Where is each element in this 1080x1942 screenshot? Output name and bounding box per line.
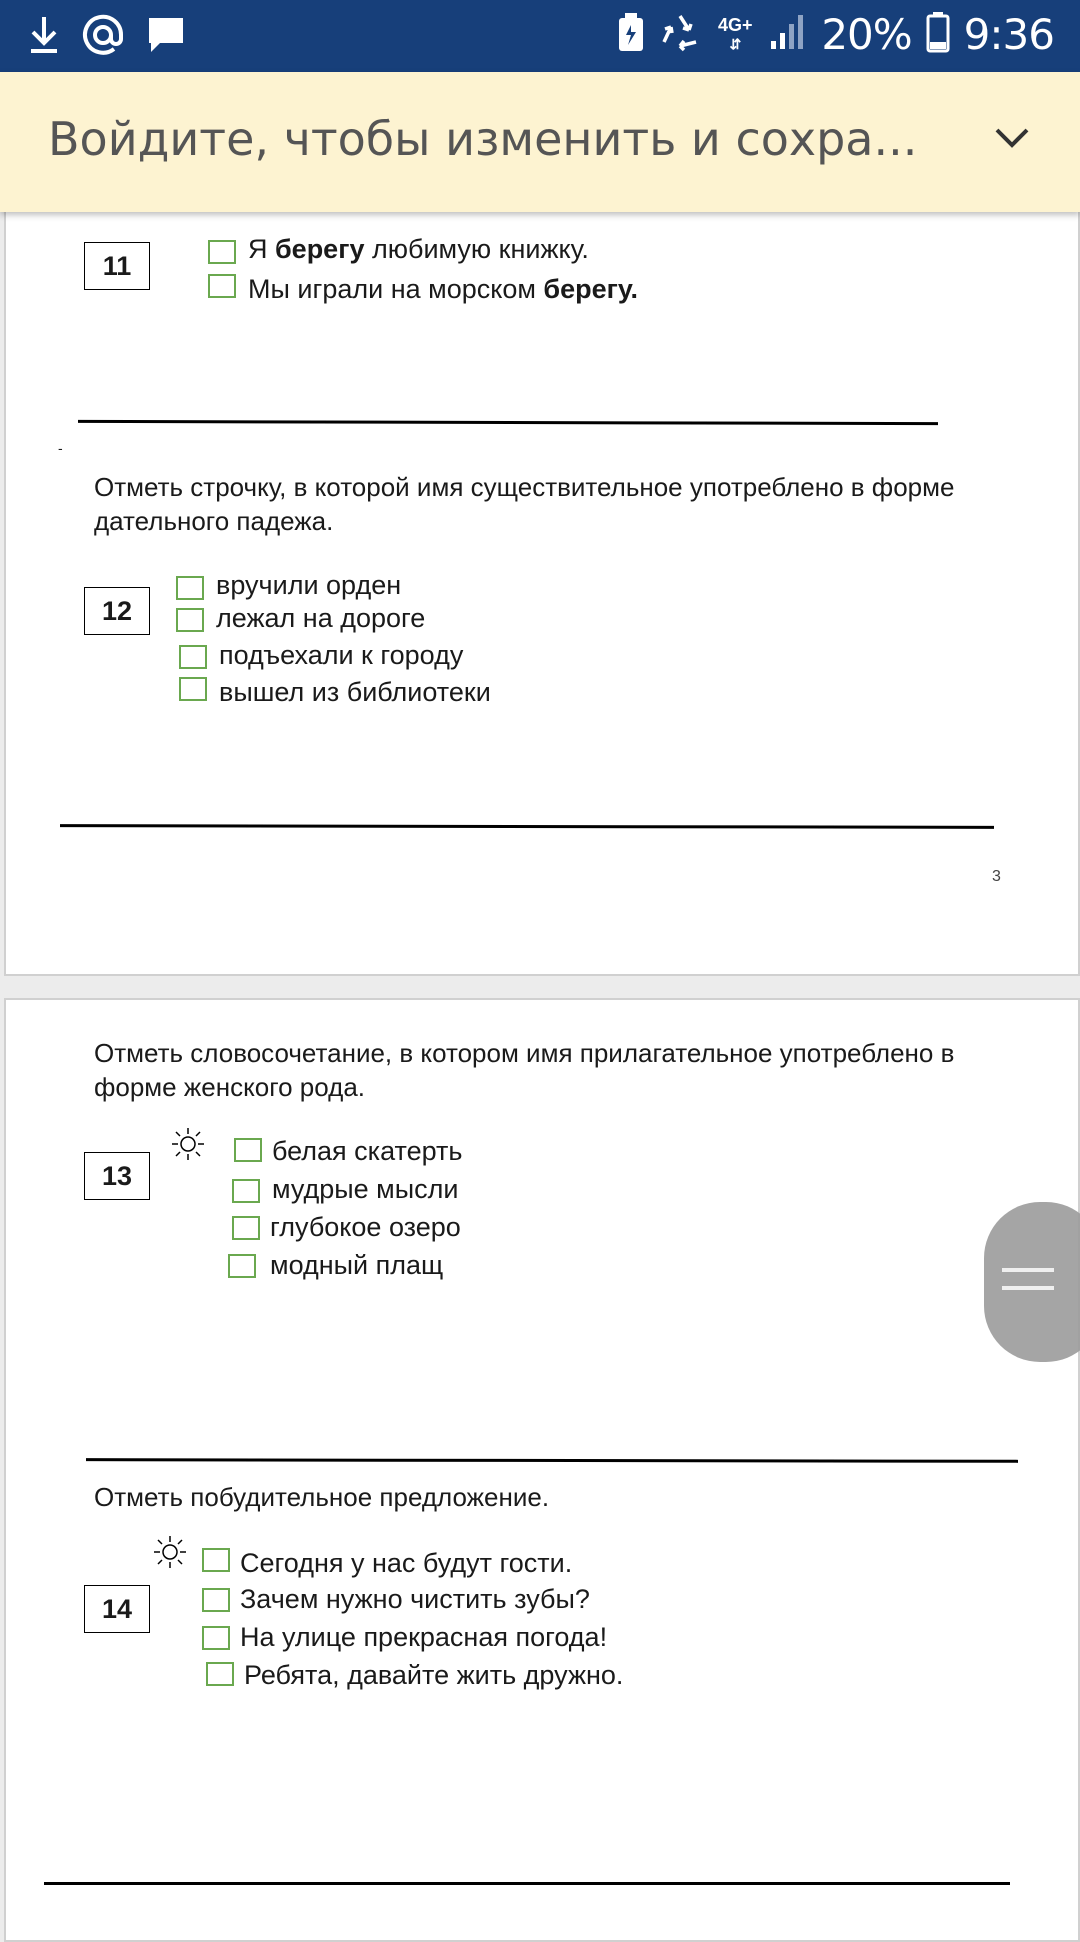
clock: 9:36: [963, 10, 1054, 59]
sun-icon: [150, 1534, 190, 1575]
document-page-3: [4, 200, 1080, 976]
handle-grip-icon: [1002, 1286, 1054, 1290]
signal-icon: [769, 13, 807, 56]
option-q13-2: мудрые мысли: [272, 1174, 459, 1204]
question-number-11: 11: [84, 242, 150, 290]
document-page-4: [4, 998, 1080, 1942]
checkbox-q11-1[interactable]: [208, 240, 236, 264]
question-number-13: 13: [84, 1152, 150, 1200]
checkbox-q13-2[interactable]: [232, 1179, 260, 1203]
stray-dash: -: [58, 440, 63, 456]
scroll-handle[interactable]: [984, 1202, 1080, 1362]
option-q12-4: вышел из библиотеки: [219, 677, 491, 707]
answer-line: [60, 824, 994, 829]
checkbox-q13-3[interactable]: [232, 1216, 260, 1240]
option-q13-1: белая скатерть: [272, 1136, 463, 1166]
recycle-icon: [659, 12, 701, 57]
answer-line: [44, 1882, 1010, 1885]
chevron-down-icon[interactable]: [994, 126, 1030, 155]
option-q11-2: Мы играли на морском берегу.: [248, 274, 639, 304]
network-type: 4G+ ⇵: [718, 15, 753, 52]
checkbox-q14-2[interactable]: [202, 1588, 230, 1612]
handle-grip-icon: [1002, 1268, 1054, 1272]
checkbox-q12-3[interactable]: [179, 645, 207, 669]
message-icon: [146, 15, 186, 60]
checkbox-q11-2[interactable]: [208, 274, 236, 298]
checkbox-q13-1[interactable]: [234, 1138, 262, 1162]
battery-percent: 20%: [821, 10, 912, 59]
option-q14-3: На улице прекрасная погода!: [240, 1622, 608, 1652]
page-number: 3: [992, 868, 1001, 885]
question-12-prompt: Отметь строчку, в которой имя существительное употреблено в форме дательного падежа.: [94, 472, 955, 536]
sign-in-banner[interactable]: [0, 72, 1080, 212]
battery-icon: [926, 11, 950, 58]
option-q14-4: Ребята, давайте жить дружно.: [244, 1660, 624, 1690]
checkbox-q14-1[interactable]: [202, 1548, 230, 1572]
battery-saver-icon: [617, 11, 645, 58]
sun-icon: [168, 1126, 208, 1167]
option-q12-2: лежал на дороге: [216, 603, 426, 633]
checkbox-q12-2[interactable]: [176, 608, 204, 632]
status-bar: [0, 0, 1080, 72]
option-q12-1: вручили орден: [216, 570, 402, 600]
question-number-12: 12: [84, 587, 150, 635]
option-q12-3: подъехали к городу: [219, 640, 464, 670]
option-q13-3: глубокое озеро: [270, 1212, 461, 1242]
checkbox-q14-3[interactable]: [202, 1626, 230, 1650]
answer-line: [78, 420, 938, 425]
at-sign-icon: [82, 14, 124, 61]
question-14-prompt: Отметь побудительное предложение.: [94, 1482, 550, 1512]
checkbox-q13-4[interactable]: [228, 1254, 256, 1278]
question-13-prompt: Отметь словосочетание, в котором имя прилагательное употреблено в форме женского рода.: [94, 1038, 955, 1102]
option-q13-4: модный плащ: [270, 1250, 444, 1280]
download-icon: [28, 15, 60, 60]
option-q14-1: Сегодня у нас будут гости.: [240, 1548, 573, 1578]
checkbox-q14-4[interactable]: [206, 1662, 234, 1686]
option-q14-2: Зачем нужно чистить зубы?: [240, 1584, 590, 1614]
banner-text: Войдите, чтобы изменить и сохра...: [48, 112, 918, 166]
checkbox-q12-1[interactable]: [176, 576, 204, 600]
answer-line: [86, 1458, 1018, 1463]
checkbox-q12-4[interactable]: [179, 677, 207, 701]
option-q11-1: Я берегу любимую книжку.: [248, 234, 589, 264]
question-number-14: 14: [84, 1585, 150, 1633]
